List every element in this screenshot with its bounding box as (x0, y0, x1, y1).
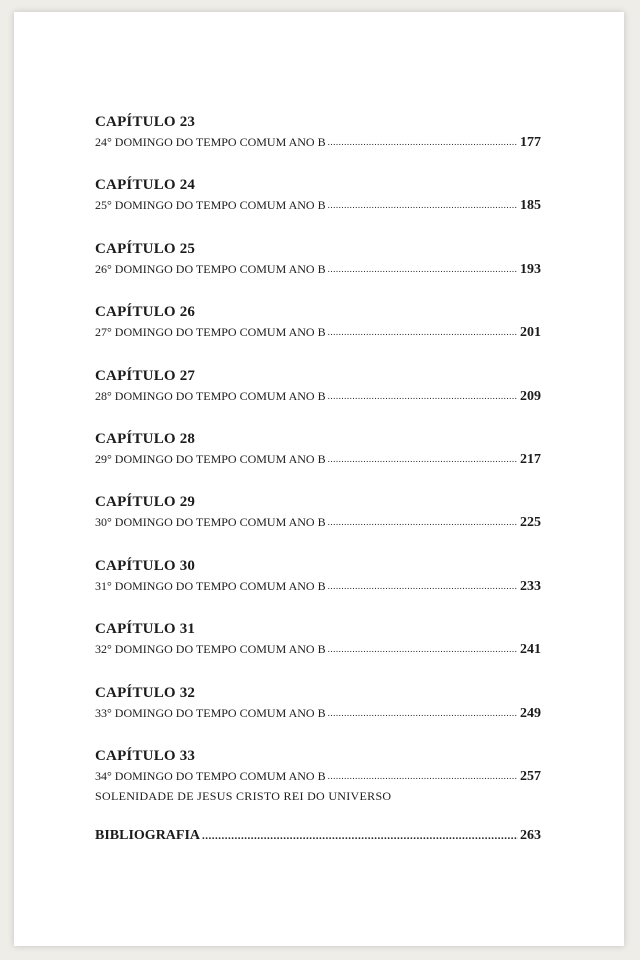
entry-text: 25° DOMINGO DO TEMPO COMUM ANO B (95, 198, 326, 213)
entry-text: 31° DOMINGO DO TEMPO COMUM ANO B (95, 578, 326, 593)
toc-chapter (95, 747, 541, 804)
bibliography-entry (95, 828, 541, 844)
chapter-title: CAPÍTULO 23 (95, 114, 196, 130)
toc-entry (95, 767, 541, 786)
toc-chapter (95, 557, 541, 614)
toc-entry (95, 704, 541, 723)
chapter-title: CAPÍTULO 32 (95, 684, 196, 701)
entry-text: 27° DOMINGO DO TEMPO COMUM ANO B (95, 325, 326, 340)
dot-leader (328, 196, 517, 214)
entry-text: 33° DOMINGO DO TEMPO COMUM ANO B (95, 705, 326, 720)
toc-chapter (95, 176, 541, 233)
toc-chapter (95, 684, 541, 741)
dot-leader (328, 704, 517, 722)
dot-leader (328, 767, 517, 785)
page-number: 249 (520, 705, 541, 721)
page-number: 263 (520, 827, 541, 843)
page-number: 225 (520, 515, 541, 531)
toc-chapter (95, 367, 541, 424)
book-page (14, 12, 624, 946)
chapter-title: CAPÍTULO 33 (95, 747, 196, 764)
entry-text: 26° DOMINGO DO TEMPO COMUM ANO B (95, 261, 326, 276)
dot-leader (328, 513, 517, 531)
toc-chapter (95, 303, 541, 360)
entry-text: 32° DOMINGO DO TEMPO COMUM ANO B (95, 642, 326, 657)
entry-text: 29° DOMINGO DO TEMPO COMUM ANO B (95, 451, 326, 466)
dot-leader (202, 830, 518, 842)
toc-chapter (95, 113, 541, 170)
page-number: 209 (520, 388, 541, 404)
toc-entry (95, 260, 541, 279)
page-number: 193 (520, 261, 541, 277)
page-number: 185 (520, 198, 541, 214)
page-number: 201 (520, 325, 541, 341)
chapter-title: CAPÍTULO 31 (95, 621, 196, 638)
dot-leader (328, 640, 517, 658)
entry-subtitle: SOLENIDADE DE JESUS CRISTO REI DO UNIVERSO (95, 788, 392, 803)
chapter-title: CAPÍTULO 25 (95, 240, 196, 257)
page-number: 217 (520, 451, 541, 467)
toc-entry (95, 577, 541, 596)
page-number: 233 (520, 578, 541, 594)
dot-leader (328, 133, 517, 151)
chapter-title: CAPÍTULO 30 (95, 557, 196, 574)
toc-entry (95, 513, 541, 532)
entry-text: 30° DOMINGO DO TEMPO COMUM ANO B (95, 515, 326, 530)
dot-leader (328, 260, 517, 278)
chapter-title: CAPÍTULO 26 (95, 304, 196, 321)
chapter-title: CAPÍTULO 27 (95, 367, 196, 384)
toc-chapter (95, 620, 541, 677)
entry-text: 28° DOMINGO DO TEMPO COMUM ANO B (95, 388, 326, 403)
toc-entry (95, 196, 541, 215)
dot-leader (328, 450, 517, 468)
toc-chapter (95, 240, 541, 297)
chapter-title: CAPÍTULO 24 (95, 177, 196, 194)
toc-entry (95, 450, 541, 469)
table-of-contents (95, 107, 541, 844)
chapter-title: CAPÍTULO 28 (95, 430, 196, 447)
dot-leader (328, 577, 517, 595)
bibliography-label: BIBLIOGRAFIA (95, 827, 201, 843)
page-number: 257 (520, 768, 541, 784)
toc-entry (95, 323, 541, 342)
page-number: 241 (520, 642, 541, 658)
toc-chapter (95, 430, 541, 487)
dot-leader (328, 387, 517, 405)
toc-chapter (95, 493, 541, 550)
page-number: 177 (520, 135, 541, 150)
toc-entry (95, 133, 541, 152)
entry-text: 34° DOMINGO DO TEMPO COMUM ANO B (95, 768, 326, 783)
entry-text: 24° DOMINGO DO TEMPO COMUM ANO B (95, 135, 326, 149)
chapter-title: CAPÍTULO 29 (95, 494, 196, 511)
dot-leader (328, 323, 517, 341)
toc-entry (95, 387, 541, 406)
toc-entry (95, 640, 541, 659)
